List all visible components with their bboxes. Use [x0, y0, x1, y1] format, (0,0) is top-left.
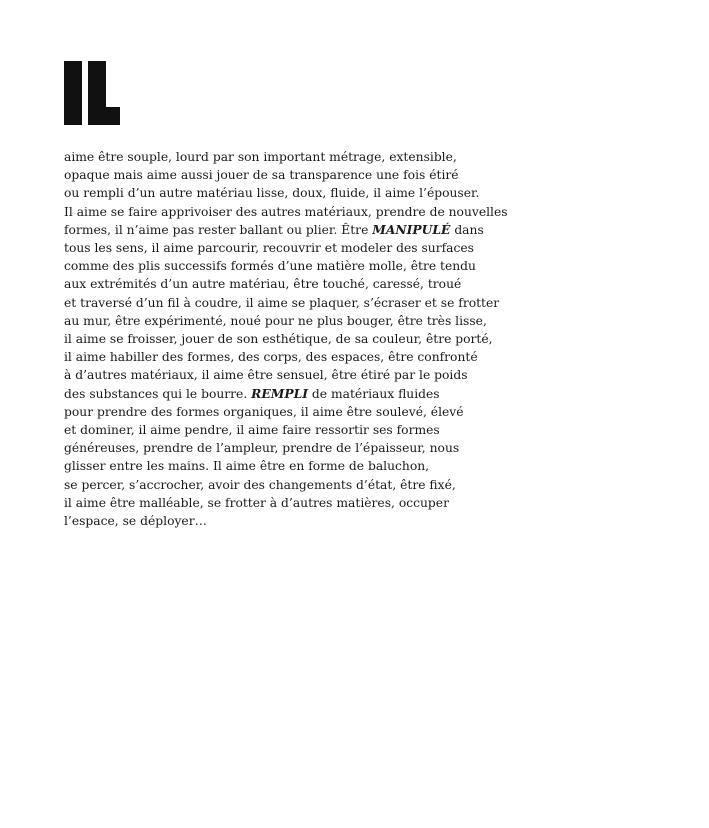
text-line: opaque mais aime aussi jouer de sa transparence une fois étiré: [64, 168, 459, 183]
text-line: et traversé d’un fil à coudre, il aime se plaquer, s’écraser et se frotter: [64, 295, 500, 310]
text-line: et dominer, il aime pendre, il aime faire ressortir ses formes: [64, 423, 440, 438]
text-segment: formes, il n’aime pas rester ballant ou plier. Être: [64, 222, 373, 237]
text-segment: des substances qui le bourre.: [64, 386, 252, 401]
text-line-with-emphasis: [64, 221, 684, 239]
text-line: glisser entre les mains. Il aime être en forme de baluchon,: [64, 459, 430, 474]
body-paragraph: [64, 148, 684, 530]
text-line: aux extrémités d’un autre matériau, être touché, caressé, troué: [64, 277, 462, 292]
text-line: l’espace, se déployer…: [64, 514, 207, 529]
text-line: pour prendre des formes organiques, il aime être soulevé, élevé: [64, 404, 464, 419]
il-logo: [64, 61, 120, 125]
text-segment: dans: [450, 222, 484, 237]
text-line: tous les sens, il aime parcourir, recouvrir et modeler des surfaces: [64, 241, 474, 256]
text-line-with-emphasis: [64, 385, 684, 403]
text-line: Il aime se faire apprivoiser des autres matériaux, prendre de nouvelles: [64, 204, 508, 219]
emphasis-rempli: REMPLI: [251, 385, 309, 401]
text-line: généreuses, prendre de l’ampleur, prendre de l’épaisseur, nous: [64, 441, 460, 456]
il-logo-icon: [64, 61, 120, 125]
text-line: comme des plis successifs formés d’une matière molle, être tendu: [64, 259, 476, 274]
text-line: il aime se froisser, jouer de son esthétique, de sa couleur, être porté,: [64, 332, 493, 347]
text-line: il aime habiller des formes, des corps, des espaces, être confronté: [64, 350, 478, 365]
text-line: ou rempli d’un autre matériau lisse, doux, fluide, il aime l’épouser.: [64, 186, 480, 201]
text-line: aime être souple, lourd par son important métrage, extensible,: [64, 150, 457, 164]
text-line: à d’autres matériaux, il aime être sensuel, être étiré par le poids: [64, 368, 468, 383]
text-line: se percer, s’accrocher, avoir des changements d’état, être fixé,: [64, 477, 456, 492]
text-segment: de matériaux fluides: [308, 386, 440, 401]
emphasis-manipule: MANIPULÉ: [372, 221, 451, 237]
text-line: au mur, être expérimenté, noué pour ne plus bouger, être très lisse,: [64, 313, 487, 328]
text-line: il aime être malléable, se frotter à d’autres matières, occuper: [64, 495, 449, 510]
